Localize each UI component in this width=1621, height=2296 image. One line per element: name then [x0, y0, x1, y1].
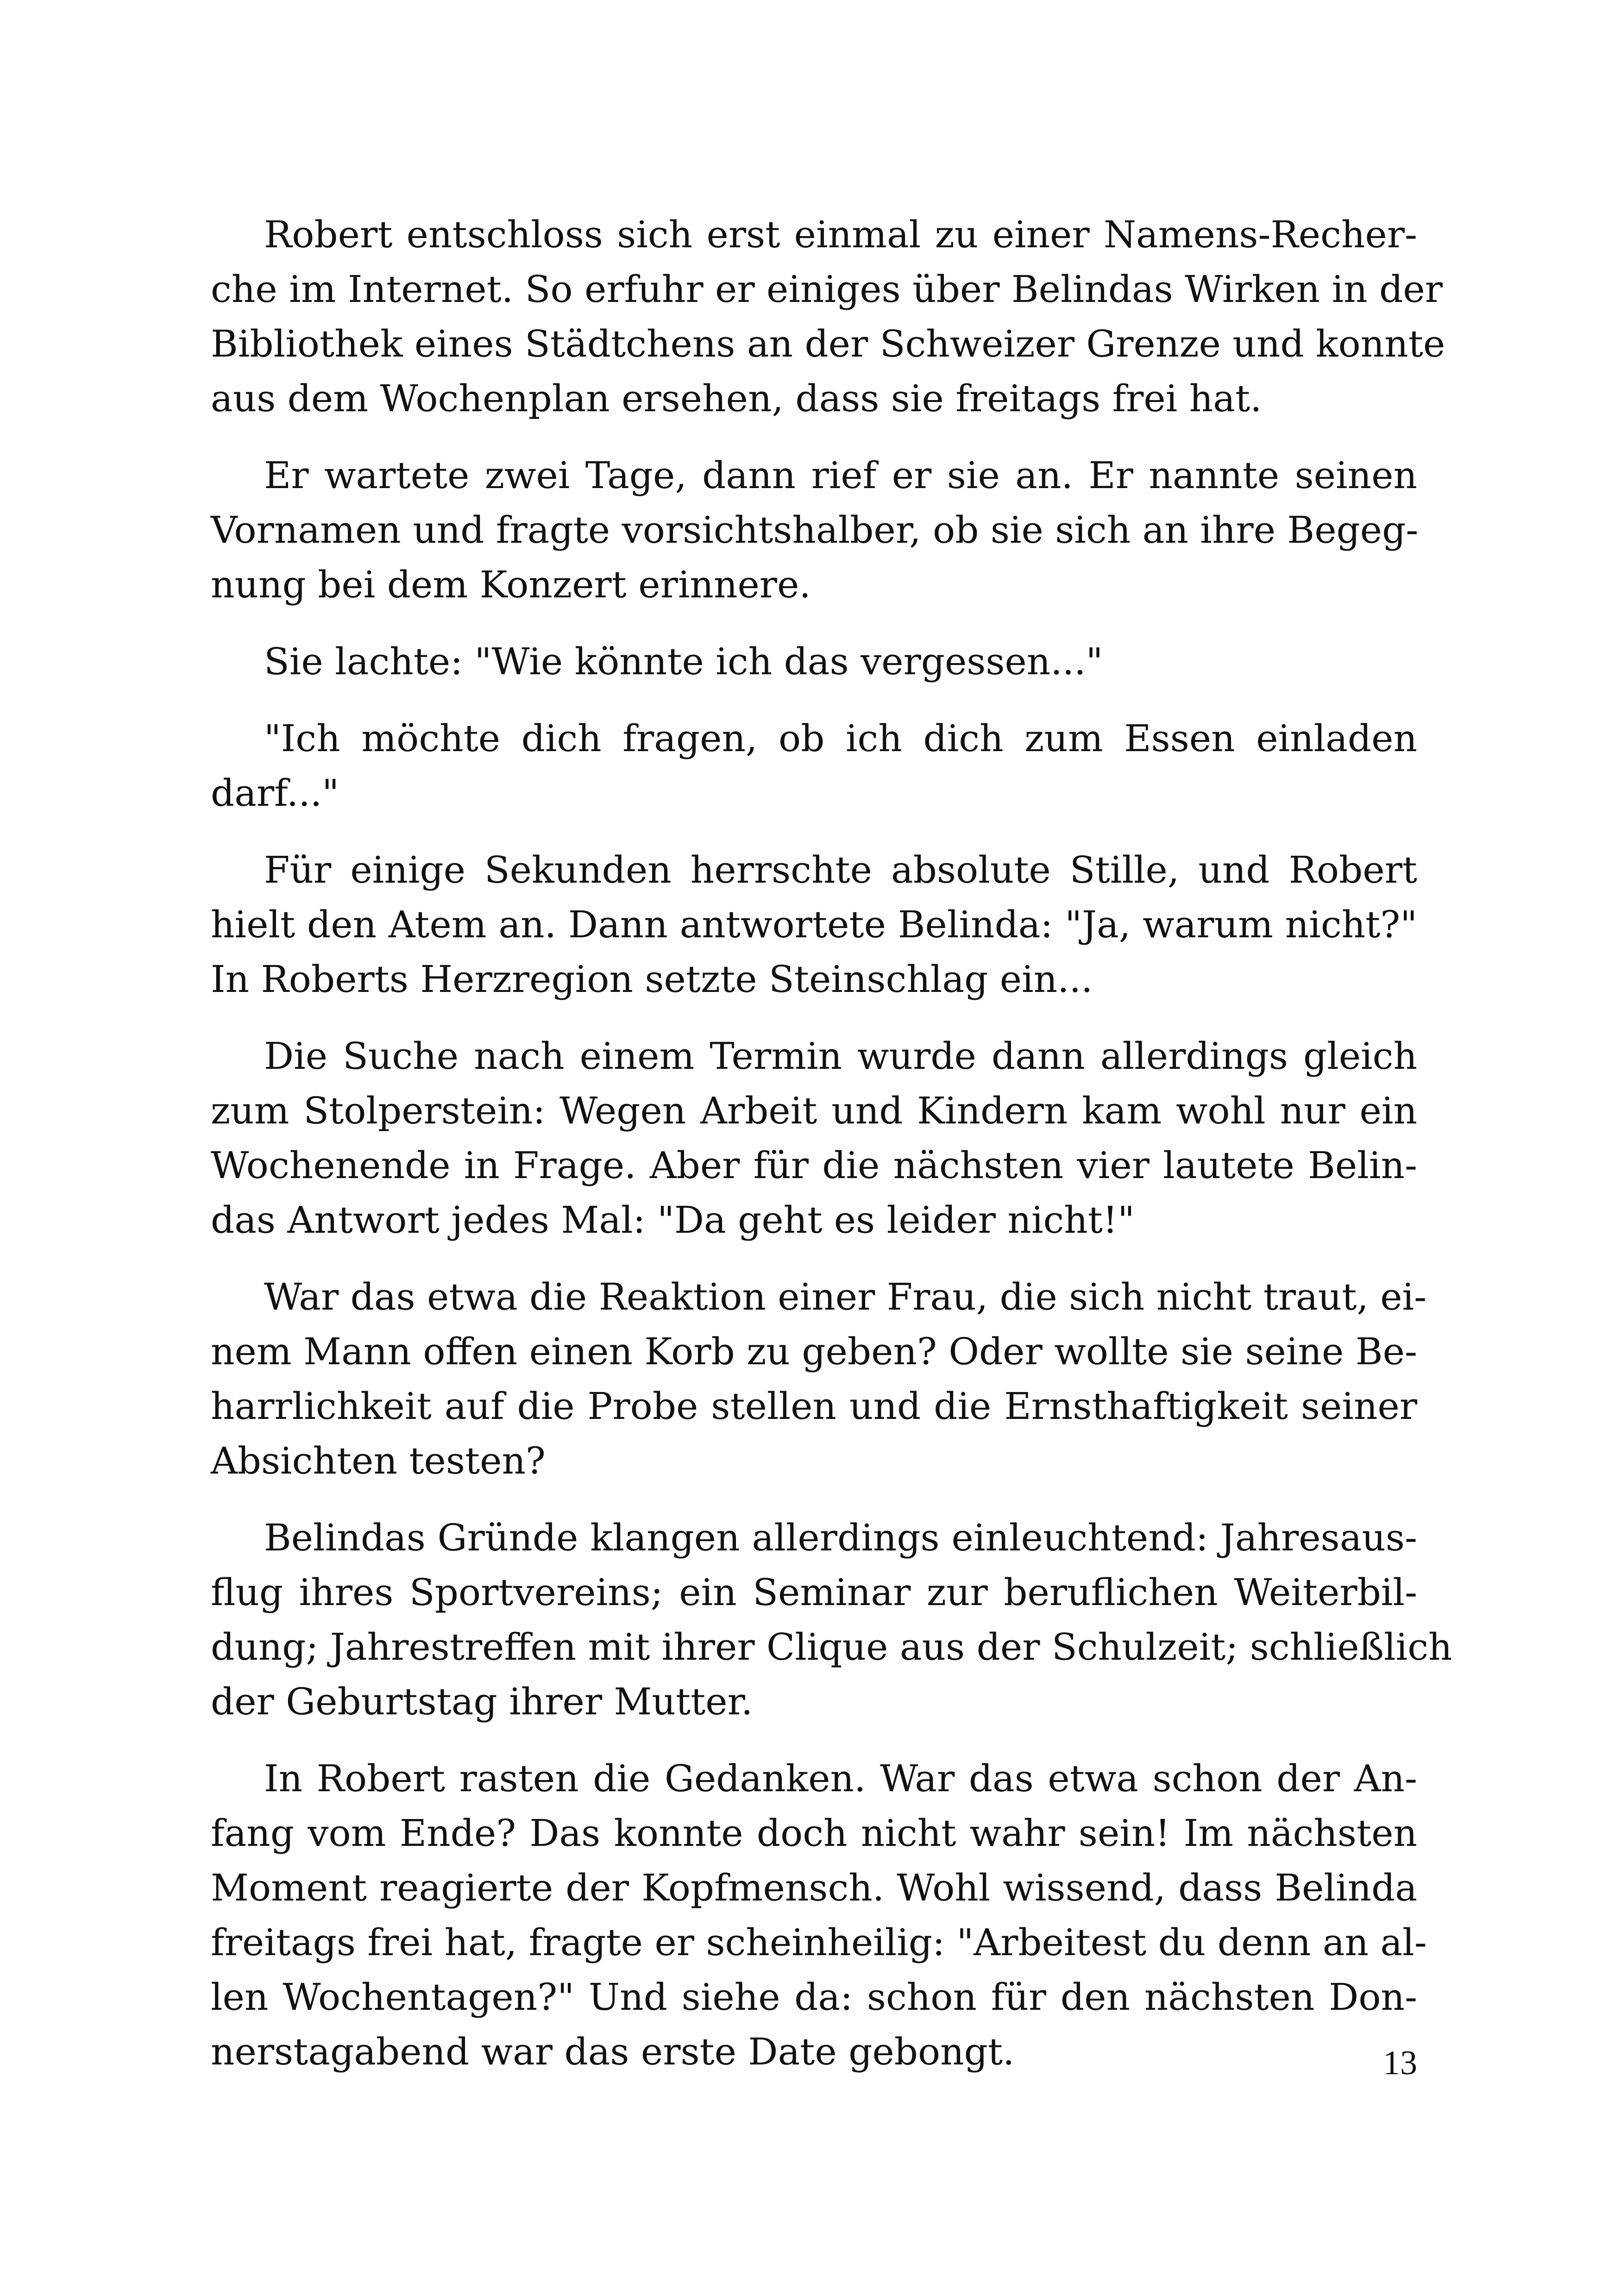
text-line: darf...": [211, 772, 339, 815]
paragraph: [211, 1511, 1452, 1729]
paragraph: [211, 1270, 1427, 1488]
paragraph: [211, 207, 1445, 426]
body-text: [211, 207, 1452, 2102]
text-line: Bibliothek eines Städtchens an der Schweizer Grenze und konnte: [211, 322, 1445, 365]
text-line: das Antwort jedes Mal: "Da geht es leider nicht!": [211, 1198, 1135, 1242]
text-line: freitags frei hat, fragte er scheinheilig: "Arbeitest du denn an al-: [211, 1921, 1427, 1964]
text-line: hielt den Atem an. Dann antwortete Belinda: "Ja, warum nicht?": [211, 903, 1417, 946]
paragraph: [211, 634, 1417, 689]
text-line: Belindas Gründe klangen allerdings einleuchtend: Jahresaus-: [264, 1516, 1417, 1559]
text-line: Er wartete zwei Tage, dann rief er sie an. Er nannte seinen: [264, 454, 1417, 497]
text-line: Robert entschloss sich erst einmal zu einer Namens-Recher-: [264, 213, 1417, 256]
paragraph: [211, 843, 1417, 1007]
text-line: harrlichkeit auf die Probe stellen und die Ernsthaftigkeit seiner: [211, 1385, 1417, 1428]
text-line: Absichten testen?: [211, 1439, 546, 1482]
text-line: che im Internet. So erfuhr er einiges über Belindas Wirken in der: [211, 268, 1443, 311]
paragraph: [211, 1751, 1427, 2079]
text-line: der Geburtstag ihrer Mutter.: [211, 1680, 753, 1723]
text-line: nerstagabend war das erste Date gebongt.: [211, 2030, 1015, 2073]
text-line: nung bei dem Konzert erinnere.: [211, 563, 811, 606]
paragraph: [211, 1029, 1417, 1248]
text-line: In Roberts Herzregion setzte Steinschlag ein...: [211, 958, 1093, 1001]
text-line: Vornamen und fragte vorsichtshalber, ob sie sich an ihre Begeg-: [211, 508, 1419, 552]
text-line: len Wochentagen?" Und siehe da: schon für den nächsten Don-: [211, 1976, 1417, 2019]
page-number: 13: [1383, 2044, 1417, 2082]
text-line: flug ihres Sportvereins; ein Seminar zur beruflichen Weiterbil-: [211, 1571, 1417, 1614]
text-line: aus dem Wochenplan ersehen, dass sie freitags frei hat.: [211, 377, 1262, 420]
text-line: Für einige Sekunden herrschte absolute Stille, und Robert: [264, 848, 1417, 891]
text-line: nem Mann offen einen Korb zu geben? Oder wollte sie seine Be-: [211, 1330, 1417, 1373]
text-line: Die Suche nach einem Termin wurde dann allerdings gleich: [264, 1035, 1417, 1078]
text-line: fang vom Ende? Das konnte doch nicht wahr sein! Im nächsten: [211, 1812, 1417, 1855]
text-line: War das etwa die Reaktion einer Frau, die sich nicht traut, ei-: [264, 1275, 1427, 1318]
text-line: zum Stolperstein: Wegen Arbeit und Kindern kam wohl nur ein: [211, 1089, 1417, 1132]
paragraph: [211, 448, 1417, 612]
text-line: dung; Jahrestreffen mit ihrer Clique aus der Schulzeit; schließlich: [211, 1625, 1452, 1669]
text-line: Sie lachte: "Wie könnte ich das vergessen...": [264, 640, 1103, 683]
text-line: Moment reagierte der Kopfmensch. Wohl wissend, dass Belinda: [211, 1866, 1417, 1909]
text-line: Wochenende in Frage. Aber für die nächsten vier lautete Belin-: [211, 1144, 1417, 1187]
text-line: "Ich möchte dich fragen, ob ich dich zum Essen einladen: [264, 717, 1417, 760]
text-line: In Robert rasten die Gedanken. War das etwa schon der An-: [264, 1757, 1417, 1800]
paragraph: [211, 711, 1417, 821]
